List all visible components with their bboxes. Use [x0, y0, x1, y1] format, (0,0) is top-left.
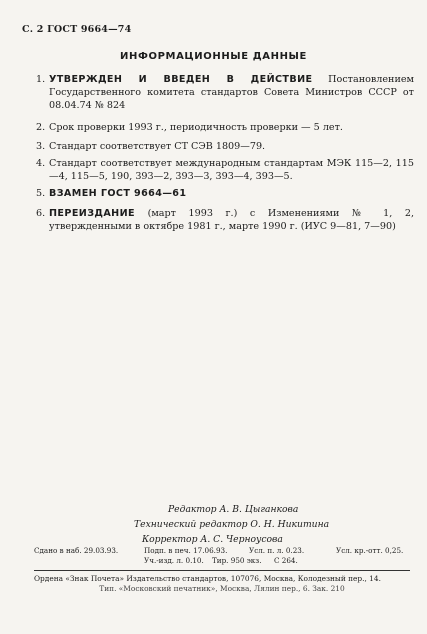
info-item-3 — [36, 140, 414, 153]
publisher-footer — [34, 574, 410, 594]
item-text: Стандарт соответствует СТ СЭВ 1809—79. — [49, 141, 266, 152]
sent-date: Сдано в наб. 29.03.93. — [34, 546, 119, 555]
item-lead: ПЕРЕИЗДАНИЕ — [49, 208, 135, 219]
info-item-2 — [36, 121, 414, 134]
color-prints: Усл. кр.-отт. 0,25. — [336, 546, 404, 555]
item-number: 2. — [36, 122, 46, 133]
footer-divider — [34, 570, 410, 571]
item-number: 6. — [36, 208, 46, 219]
item-number: 3. — [36, 141, 46, 152]
item-text: Постановлением Государственного комитета стандартов Совета Министров СССР от 08.04.74 № 824 — [49, 74, 414, 111]
item-text: Стандарт соответствует международным стандартам МЭК 115—2, 115—4, 115—5, 190, 393—2, 393—3, 393—4, 393—5. — [49, 158, 414, 182]
info-item-6 — [36, 207, 414, 233]
print-sheets: Усл. п. л. 0.23. — [249, 546, 305, 555]
item-number: 4. — [36, 158, 46, 169]
item-text: (март 1993 г.) с Изменениями № 1, 2, утвержденными в октябре 1981 г., марте 1990 г. (ИУС 9—81, 7—90) — [49, 208, 414, 232]
info-item-4 — [36, 157, 414, 183]
info-item-5 — [36, 187, 414, 200]
publication-details — [34, 546, 410, 566]
page-header: С. 2 ГОСТ 9664—74 — [22, 24, 132, 35]
print-run: Тир. 950 экз. — [212, 556, 262, 565]
item-number: 5. — [36, 188, 46, 199]
info-item-1 — [36, 73, 414, 112]
printer-line: Тип. «Московский печатник», Москва, Лялин пер., 6. Зак. 210 — [99, 584, 345, 593]
publisher-sheets: Уч.-изд. л. 0.10. — [144, 556, 204, 565]
editor-credit: Редактор А. В. Цыганкова — [168, 504, 299, 515]
publisher-line: Ордена «Знак Почета» Издательство стандартов, 107076, Москва, Колодезный пер., 14. — [34, 574, 381, 583]
credits-block — [128, 502, 329, 547]
item-lead: УТВЕРЖДЕН И ВВЕДЕН В ДЕЙСТВИЕ — [49, 74, 313, 85]
corrector-credit: Корректор А. С. Черноусова — [142, 534, 283, 545]
order-number: С 264. — [274, 556, 298, 565]
page-title: ИНФОРМАЦИОННЫЕ ДАННЫЕ — [120, 51, 307, 62]
item-text: Срок проверки 1993 г., периодичность проверки — 5 лет. — [49, 122, 343, 133]
item-lead: ВЗАМЕН ГОСТ 9664—61 — [49, 188, 187, 199]
tech-editor-credit: Технический редактор О. Н. Никитина — [134, 519, 330, 530]
signed-date: Подп. в печ. 17.06.93. — [144, 546, 228, 555]
item-number: 1. — [36, 74, 46, 85]
